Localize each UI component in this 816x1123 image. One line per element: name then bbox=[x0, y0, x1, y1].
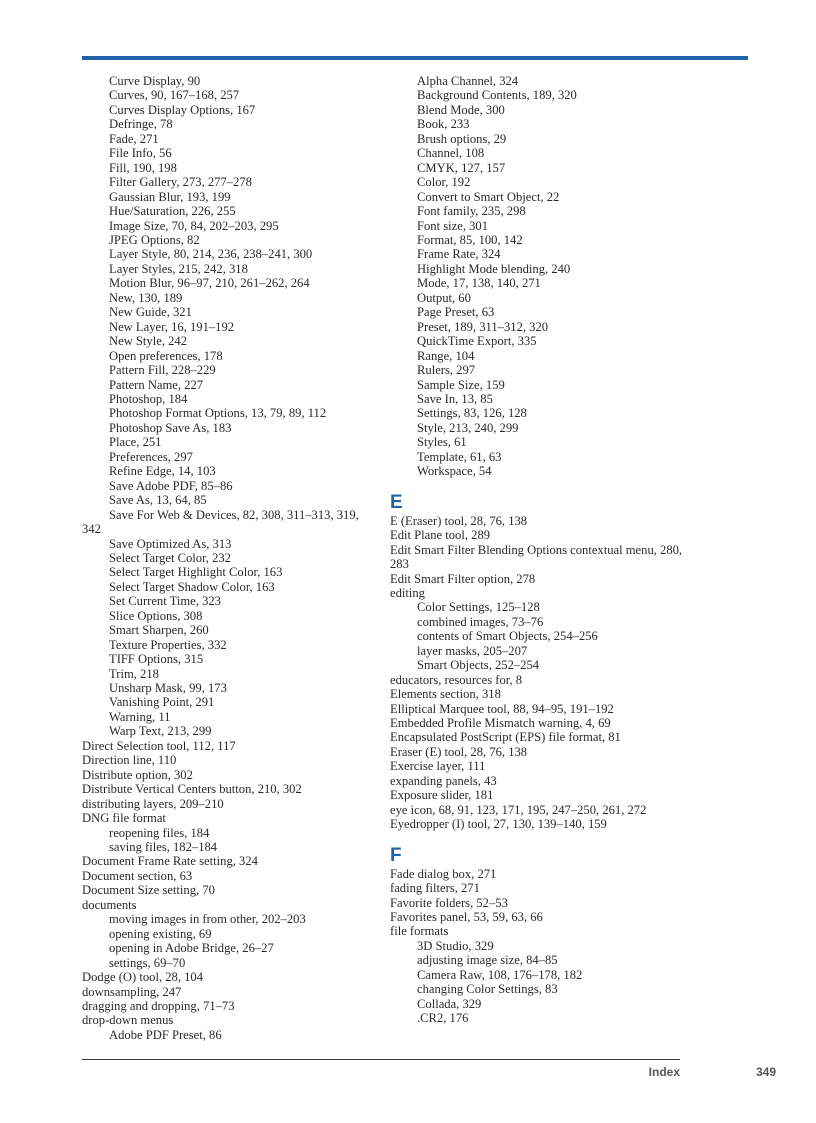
index-subentry: .CR2, 176 bbox=[417, 1011, 469, 1026]
index-subentry: settings, 69–70 bbox=[109, 955, 186, 970]
index-entry: Document Size setting, 70 bbox=[82, 883, 215, 898]
index-entry: Direction line, 110 bbox=[82, 753, 177, 768]
index-subentry: Highlight Mode blending, 240 bbox=[417, 261, 571, 276]
index-subentry: Photoshop Format Options, 13, 79, 89, 112 bbox=[109, 406, 327, 421]
index-subentry: Channel, 108 bbox=[417, 146, 485, 161]
index-subentry: Font size, 301 bbox=[417, 218, 489, 233]
index-subentry: Brush options, 29 bbox=[417, 131, 507, 146]
index-subentry: Defringe, 78 bbox=[109, 117, 173, 132]
index-subentry: Smart Sharpen, 260 bbox=[109, 623, 209, 638]
index-subentry: Filter Gallery, 273, 277–278 bbox=[109, 175, 252, 190]
index-subentry: Color, 192 bbox=[417, 175, 471, 190]
index-entry: Edit Smart Filter Blending Options contextual menu, 280, 283 bbox=[390, 542, 683, 572]
index-entry: Encapsulated PostScript (EPS) file format, 81 bbox=[390, 730, 621, 745]
index-subentry: TIFF Options, 315 bbox=[109, 652, 204, 667]
index-subentry: layer masks, 205–207 bbox=[417, 643, 528, 658]
index-subentry: reopening files, 184 bbox=[109, 825, 210, 840]
index-subentry: Open preferences, 178 bbox=[109, 348, 223, 363]
index-subentry: Slice Options, 308 bbox=[109, 608, 203, 623]
index-entry: Embedded Profile Mismatch warning, 4, 69 bbox=[390, 716, 611, 731]
index-entry: Eyedropper (I) tool, 27, 130, 139–140, 159 bbox=[390, 817, 607, 832]
index-subentry: Alpha Channel, 324 bbox=[417, 74, 519, 88]
index-subentry: Place, 251 bbox=[109, 435, 162, 450]
index-subentry: Photoshop Save As, 183 bbox=[109, 420, 232, 435]
index-subentry: Curves Display Options, 167 bbox=[109, 102, 256, 117]
index-subentry: Image Size, 70, 84, 202–203, 295 bbox=[109, 218, 279, 233]
footer-rule bbox=[82, 1059, 680, 1060]
index-subentry: Book, 233 bbox=[417, 117, 470, 132]
top-rule bbox=[82, 56, 748, 60]
index-subentry: Warp Text, 213, 299 bbox=[109, 724, 212, 739]
index-subentry: Motion Blur, 96–97, 210, 261–262, 264 bbox=[109, 276, 310, 291]
index-entry: file formats bbox=[390, 924, 449, 939]
index-subentry: Layer Style, 80, 214, 236, 238–241, 300 bbox=[109, 247, 313, 262]
index-subentry: Unsharp Mask, 99, 173 bbox=[109, 681, 227, 696]
index-subentry: 3D Studio, 329 bbox=[417, 938, 494, 953]
index-subentry: Workspace, 54 bbox=[417, 464, 492, 479]
index-entry: expanding panels, 43 bbox=[390, 773, 497, 788]
index-entry: Direct Selection tool, 112, 117 bbox=[82, 738, 236, 753]
index-subentry: Trim, 218 bbox=[109, 666, 159, 681]
index-subentry: saving files, 182–184 bbox=[109, 840, 218, 855]
index-subentry: Adobe PDF Preset, 86 bbox=[109, 1027, 222, 1042]
index-list-f bbox=[390, 867, 690, 1026]
index-entry: dragging and dropping, 71–73 bbox=[82, 999, 235, 1013]
index-subentry: Mode, 17, 138, 140, 271 bbox=[417, 276, 541, 291]
index-entry: Favorite folders, 52–53 bbox=[390, 895, 508, 910]
index-subentry: Preset, 189, 311–312, 320 bbox=[417, 319, 549, 334]
index-entry: Elliptical Marquee tool, 88, 94–95, 191–192 bbox=[390, 701, 614, 716]
index-subentry: Save In, 13, 85 bbox=[417, 391, 493, 406]
index-subentry: CMYK, 127, 157 bbox=[417, 160, 506, 175]
index-entry: Edit Smart Filter option, 278 bbox=[390, 571, 536, 586]
index-entry: DNG file format bbox=[82, 811, 166, 826]
index-list-continued bbox=[390, 74, 690, 479]
index-subentry: New, 130, 189 bbox=[109, 290, 183, 305]
index-entry: drop-down menus bbox=[82, 1013, 174, 1028]
index-subentry: Save Adobe PDF, 85–86 bbox=[109, 478, 233, 493]
index-subentry: Save As, 13, 64, 85 bbox=[109, 493, 207, 508]
index-subentry: Style, 213, 240, 299 bbox=[417, 420, 519, 435]
index-column-right bbox=[390, 74, 690, 1026]
index-subentry: Hue/Saturation, 226, 255 bbox=[109, 204, 236, 219]
index-subentry: Save For Web & Devices, 82, 308, 311–313, 319, 342 bbox=[82, 507, 359, 537]
index-subentry: opening in Adobe Bridge, 26–27 bbox=[109, 941, 274, 956]
index-subentry: contents of Smart Objects, 254–256 bbox=[417, 629, 598, 644]
index-subentry: Layer Styles, 215, 242, 318 bbox=[109, 261, 248, 276]
index-subentry: Fill, 190, 198 bbox=[109, 160, 177, 175]
index-entry: Fade dialog box, 271 bbox=[390, 866, 497, 881]
index-subentry: Convert to Smart Object, 22 bbox=[417, 189, 560, 204]
index-entry: eye icon, 68, 91, 123, 171, 195, 247–250, 261, 272 bbox=[390, 802, 647, 817]
index-subentry: Output, 60 bbox=[417, 290, 471, 305]
index-subentry: Texture Properties, 332 bbox=[109, 637, 227, 652]
index-entry: Edit Plane tool, 289 bbox=[390, 528, 491, 543]
index-entry: E (Eraser) tool, 28, 76, 138 bbox=[390, 513, 528, 528]
index-subentry: Smart Objects, 252–254 bbox=[417, 658, 540, 673]
index-subentry: Fade, 271 bbox=[109, 131, 159, 146]
footer-section-label: Index bbox=[648, 1065, 680, 1079]
index-subentry: Collada, 329 bbox=[417, 996, 482, 1011]
index-entry: Document Frame Rate setting, 324 bbox=[82, 854, 258, 869]
page-number: 349 bbox=[755, 1065, 776, 1079]
index-subentry: Background Contents, 189, 320 bbox=[417, 88, 577, 103]
index-subentry: Curve Display, 90 bbox=[109, 74, 201, 88]
index-subentry: Blend Mode, 300 bbox=[417, 102, 505, 117]
index-subentry: JPEG Options, 82 bbox=[109, 232, 200, 247]
index-entry: Dodge (O) tool, 28, 104 bbox=[82, 970, 204, 985]
index-subentry: Gaussian Blur, 193, 199 bbox=[109, 189, 231, 204]
section-letter-f: F bbox=[390, 844, 402, 866]
index-subentry: QuickTime Export, 335 bbox=[417, 334, 537, 349]
index-subentry: New Layer, 16, 191–192 bbox=[109, 319, 235, 334]
index-subentry: Select Target Shadow Color, 163 bbox=[109, 579, 275, 594]
index-subentry: combined images, 73–76 bbox=[417, 614, 544, 629]
index-subentry: New Style, 242 bbox=[109, 334, 188, 349]
index-subentry: Format, 85, 100, 142 bbox=[417, 232, 523, 247]
index-subentry: File Info, 56 bbox=[109, 146, 172, 161]
index-subentry: Preferences, 297 bbox=[109, 449, 193, 464]
index-subentry: Template, 61, 63 bbox=[417, 449, 502, 464]
index-entry: educators, resources for, 8 bbox=[390, 672, 523, 687]
index-subentry: Rulers, 297 bbox=[417, 363, 476, 378]
index-entry: Favorites panel, 53, 59, 63, 66 bbox=[390, 910, 543, 925]
index-subentry: Color Settings, 125–128 bbox=[417, 600, 540, 615]
index-subentry: Curves, 90, 167–168, 257 bbox=[109, 88, 240, 103]
index-entry: fading filters, 271 bbox=[390, 881, 480, 896]
index-subentry: Styles, 61 bbox=[417, 435, 467, 450]
index-subentry: Camera Raw, 108, 176–178, 182 bbox=[417, 967, 583, 982]
index-list-e bbox=[390, 514, 690, 832]
index-subentry: Sample Size, 159 bbox=[417, 377, 505, 392]
index-column-left bbox=[82, 74, 378, 1042]
index-subentry: Select Target Highlight Color, 163 bbox=[109, 565, 283, 580]
index-subentry: Range, 104 bbox=[417, 348, 475, 363]
index-entry: Eraser (E) tool, 28, 76, 138 bbox=[390, 744, 528, 759]
index-subentry: adjusting image size, 84–85 bbox=[417, 953, 558, 968]
index-subentry: moving images in from other, 202–203 bbox=[109, 912, 306, 927]
index-subentry: Vanishing Point, 291 bbox=[109, 695, 215, 710]
section-letter-e: E bbox=[390, 491, 403, 513]
index-subentry: opening existing, 69 bbox=[109, 926, 212, 941]
index-subentry: Set Current Time, 323 bbox=[109, 594, 221, 609]
index-entry: Elements section, 318 bbox=[390, 687, 501, 702]
index-entry: Exposure slider, 181 bbox=[390, 788, 494, 803]
index-entry: Document section, 63 bbox=[82, 868, 193, 883]
index-entry: downsampling, 247 bbox=[82, 984, 182, 999]
index-subentry: changing Color Settings, 83 bbox=[417, 982, 558, 997]
index-subentry: New Guide, 321 bbox=[109, 305, 192, 320]
index-subentry: Settings, 83, 126, 128 bbox=[417, 406, 527, 421]
index-entry: editing bbox=[390, 585, 425, 600]
index-subentry: Refine Edge, 14, 103 bbox=[109, 464, 216, 479]
index-subentry: Save Optimized As, 313 bbox=[109, 536, 232, 551]
index-entry: Distribute Vertical Centers button, 210, 302 bbox=[82, 782, 302, 797]
index-subentry: Page Preset, 63 bbox=[417, 305, 495, 320]
index-entry: Distribute option, 302 bbox=[82, 767, 193, 782]
index-entry: distributing layers, 209–210 bbox=[82, 796, 224, 811]
index-subentry: Select Target Color, 232 bbox=[109, 550, 231, 565]
index-subentry: Photoshop, 184 bbox=[109, 391, 188, 406]
index-subentry: Frame Rate, 324 bbox=[417, 247, 501, 262]
index-entry: documents bbox=[82, 897, 137, 912]
index-subentry: Font family, 235, 298 bbox=[417, 204, 526, 219]
index-entry: Exercise layer, 111 bbox=[390, 759, 486, 774]
index-subentry: Pattern Name, 227 bbox=[109, 377, 204, 392]
index-subentry: Pattern Fill, 228–229 bbox=[109, 363, 216, 378]
index-subentry: Warning, 11 bbox=[109, 709, 171, 724]
